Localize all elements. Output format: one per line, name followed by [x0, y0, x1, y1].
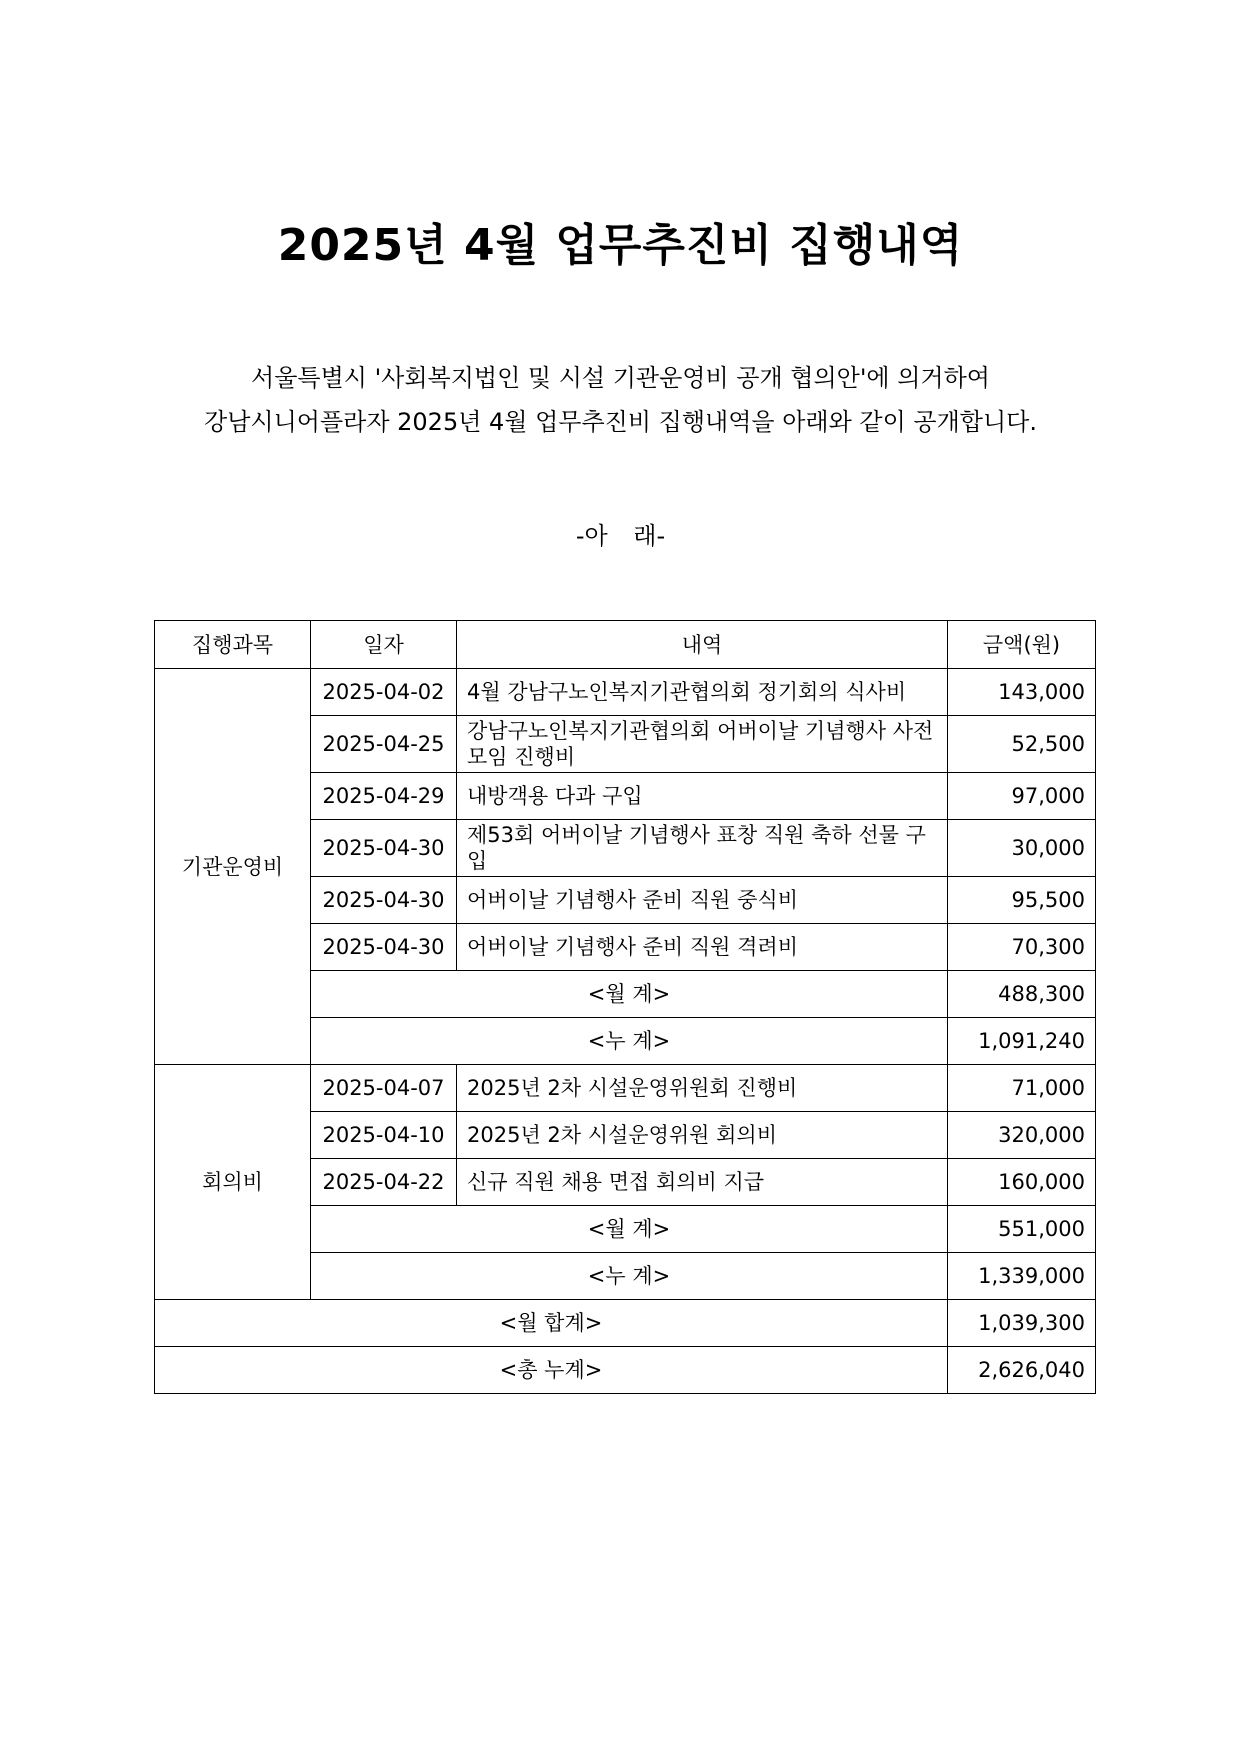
- month-total-label: <월 합계>: [155, 1300, 948, 1347]
- intro-line-2: 강남시니어플라자 2025년 4월 업무추진비 집행내역을 아래와 같이 공개합니다.: [204, 408, 1037, 436]
- description-cell: 4월 강남구노인복지기관협의회 정기회의 식사비: [457, 669, 948, 716]
- table-row: [155, 669, 1096, 716]
- description-cell: 내방객용 다과 구입: [457, 773, 948, 820]
- amount-cell: 30,000: [948, 820, 1096, 877]
- date-cell: 2025-04-22: [311, 1159, 457, 1206]
- amount-cell: 52,500: [948, 716, 1096, 773]
- monthly-subtotal-label: <월 계>: [311, 971, 948, 1018]
- description-cell: 제53회 어버이날 기념행사 표창 직원 축하 선물 구입: [457, 820, 948, 877]
- date-cell: 2025-04-30: [311, 820, 457, 877]
- date-cell: 2025-04-25: [311, 716, 457, 773]
- intro-paragraph: [0, 356, 1241, 444]
- category-cell: 기관운영비: [155, 669, 311, 1065]
- date-cell: 2025-04-10: [311, 1112, 457, 1159]
- month-total-row: [155, 1300, 1096, 1347]
- amount-cell: 143,000: [948, 669, 1096, 716]
- section-marker: -아 래-: [575, 522, 666, 550]
- date-cell: 2025-04-29: [311, 773, 457, 820]
- grand-total-amount: 2,626,040: [948, 1347, 1096, 1394]
- cumulative-label: <누 계>: [311, 1253, 948, 1300]
- table-row: [155, 1065, 1096, 1112]
- monthly-subtotal-amount: 488,300: [948, 971, 1096, 1018]
- grand-total-label: <총 누계>: [155, 1347, 948, 1394]
- description-cell: 어버이날 기념행사 준비 직원 격려비: [457, 924, 948, 971]
- amount-cell: 160,000: [948, 1159, 1096, 1206]
- category-cell: 회의비: [155, 1065, 311, 1300]
- cumulative-amount: 1,339,000: [948, 1253, 1096, 1300]
- header-date: 일자: [311, 621, 457, 669]
- intro-line-1: 서울특별시 '사회복지법인 및 시설 기관운영비 공개 협의안'에 의거하여: [251, 364, 990, 392]
- header-description: 내역: [457, 621, 948, 669]
- description-cell: 어버이날 기념행사 준비 직원 중식비: [457, 877, 948, 924]
- date-cell: 2025-04-30: [311, 877, 457, 924]
- monthly-subtotal-amount: 551,000: [948, 1206, 1096, 1253]
- amount-cell: 97,000: [948, 773, 1096, 820]
- description-cell: 2025년 2차 시설운영위원 회의비: [457, 1112, 948, 1159]
- cumulative-amount: 1,091,240: [948, 1018, 1096, 1065]
- page-title: 2025년 4월 업무추진비 집행내역: [277, 220, 964, 271]
- grand-total-row: [155, 1347, 1096, 1394]
- description-cell: 2025년 2차 시설운영위원회 진행비: [457, 1065, 948, 1112]
- expense-table: [154, 620, 1096, 1394]
- description-cell: 신규 직원 채용 면접 회의비 지급: [457, 1159, 948, 1206]
- cumulative-label: <누 계>: [311, 1018, 948, 1065]
- header-amount: 금액(원): [948, 621, 1096, 669]
- amount-cell: 95,500: [948, 877, 1096, 924]
- date-cell: 2025-04-07: [311, 1065, 457, 1112]
- date-cell: 2025-04-02: [311, 669, 457, 716]
- header-category: 집행과목: [155, 621, 311, 669]
- amount-cell: 70,300: [948, 924, 1096, 971]
- description-cell: 강남구노인복지기관협의회 어버이날 기념행사 사전 모임 진행비: [457, 716, 948, 773]
- amount-cell: 320,000: [948, 1112, 1096, 1159]
- table-header-row: [155, 621, 1096, 669]
- amount-cell: 71,000: [948, 1065, 1096, 1112]
- month-total-amount: 1,039,300: [948, 1300, 1096, 1347]
- monthly-subtotal-label: <월 계>: [311, 1206, 948, 1253]
- date-cell: 2025-04-30: [311, 924, 457, 971]
